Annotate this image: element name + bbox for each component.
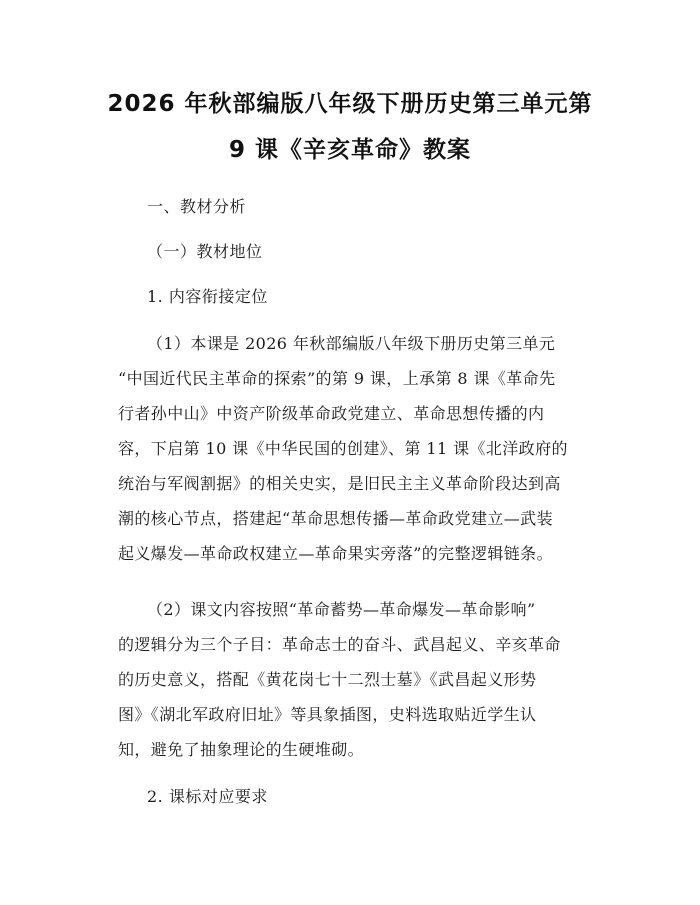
paragraph-1-line: 起义爆发—革命政权建立—革命果实旁落”的完整逻辑链条。 — [118, 544, 553, 563]
paragraph-2-line: 的历史意义，搭配《黄花岗七十二烈士墓》《武昌起义形势 — [118, 670, 537, 689]
section-heading-teaching-material-analysis: 一、教材分析 — [147, 197, 247, 216]
document-title-line-2: 9 课《辛亥革命》教案 — [228, 137, 471, 163]
item-heading-content-connection: 1. 内容衔接定位 — [147, 287, 268, 306]
subsection-heading-material-status: （一）教材地位 — [147, 242, 263, 261]
paragraph-1-line: “中国近代民主革命的探索”的第 9 课，上承第 8 课《革命先 — [118, 369, 556, 388]
paragraph-1-line: 潮的核心节点，搭建起“革命思想传播—革命政党建立—武装 — [118, 509, 553, 528]
paragraph-2-line: （2）课文内容按照“革命蓄势—革命爆发—革命影响” — [147, 600, 536, 619]
paragraph-1-line: 统治与军阀割据》的相关史实，是旧民主主义革命阶段达到高 — [118, 474, 561, 493]
paragraph-1-line: （1）本课是 2026 年秋部编版八年级下册历史第三单元 — [147, 334, 556, 353]
paragraph-1 — [118, 326, 598, 571]
item-heading-curriculum-standard: 2. 课标对应要求 — [147, 787, 268, 806]
paragraph-1-line: 容，下启第 10 课《中华民国的创建》、第 11 课《北洋政府的 — [118, 439, 568, 458]
document-title-line-1: 2026 年秋部编版八年级下册历史第三单元第 — [107, 91, 593, 117]
paragraph-2-line: 图》《湖北军政府旧址》等具象插图，史料选取贴近学生认 — [118, 705, 537, 724]
paragraph-2-line: 知，避免了抽象理论的生硬堆砌。 — [118, 740, 365, 759]
paragraph-1-line: 行者孙中山》中资产阶级革命政党建立、革命思想传播的内 — [118, 404, 545, 423]
paragraph-2 — [118, 592, 598, 767]
paragraph-2-line: 的逻辑分为三个子目：革命志士的奋斗、武昌起义、辛亥革命 — [118, 635, 561, 654]
